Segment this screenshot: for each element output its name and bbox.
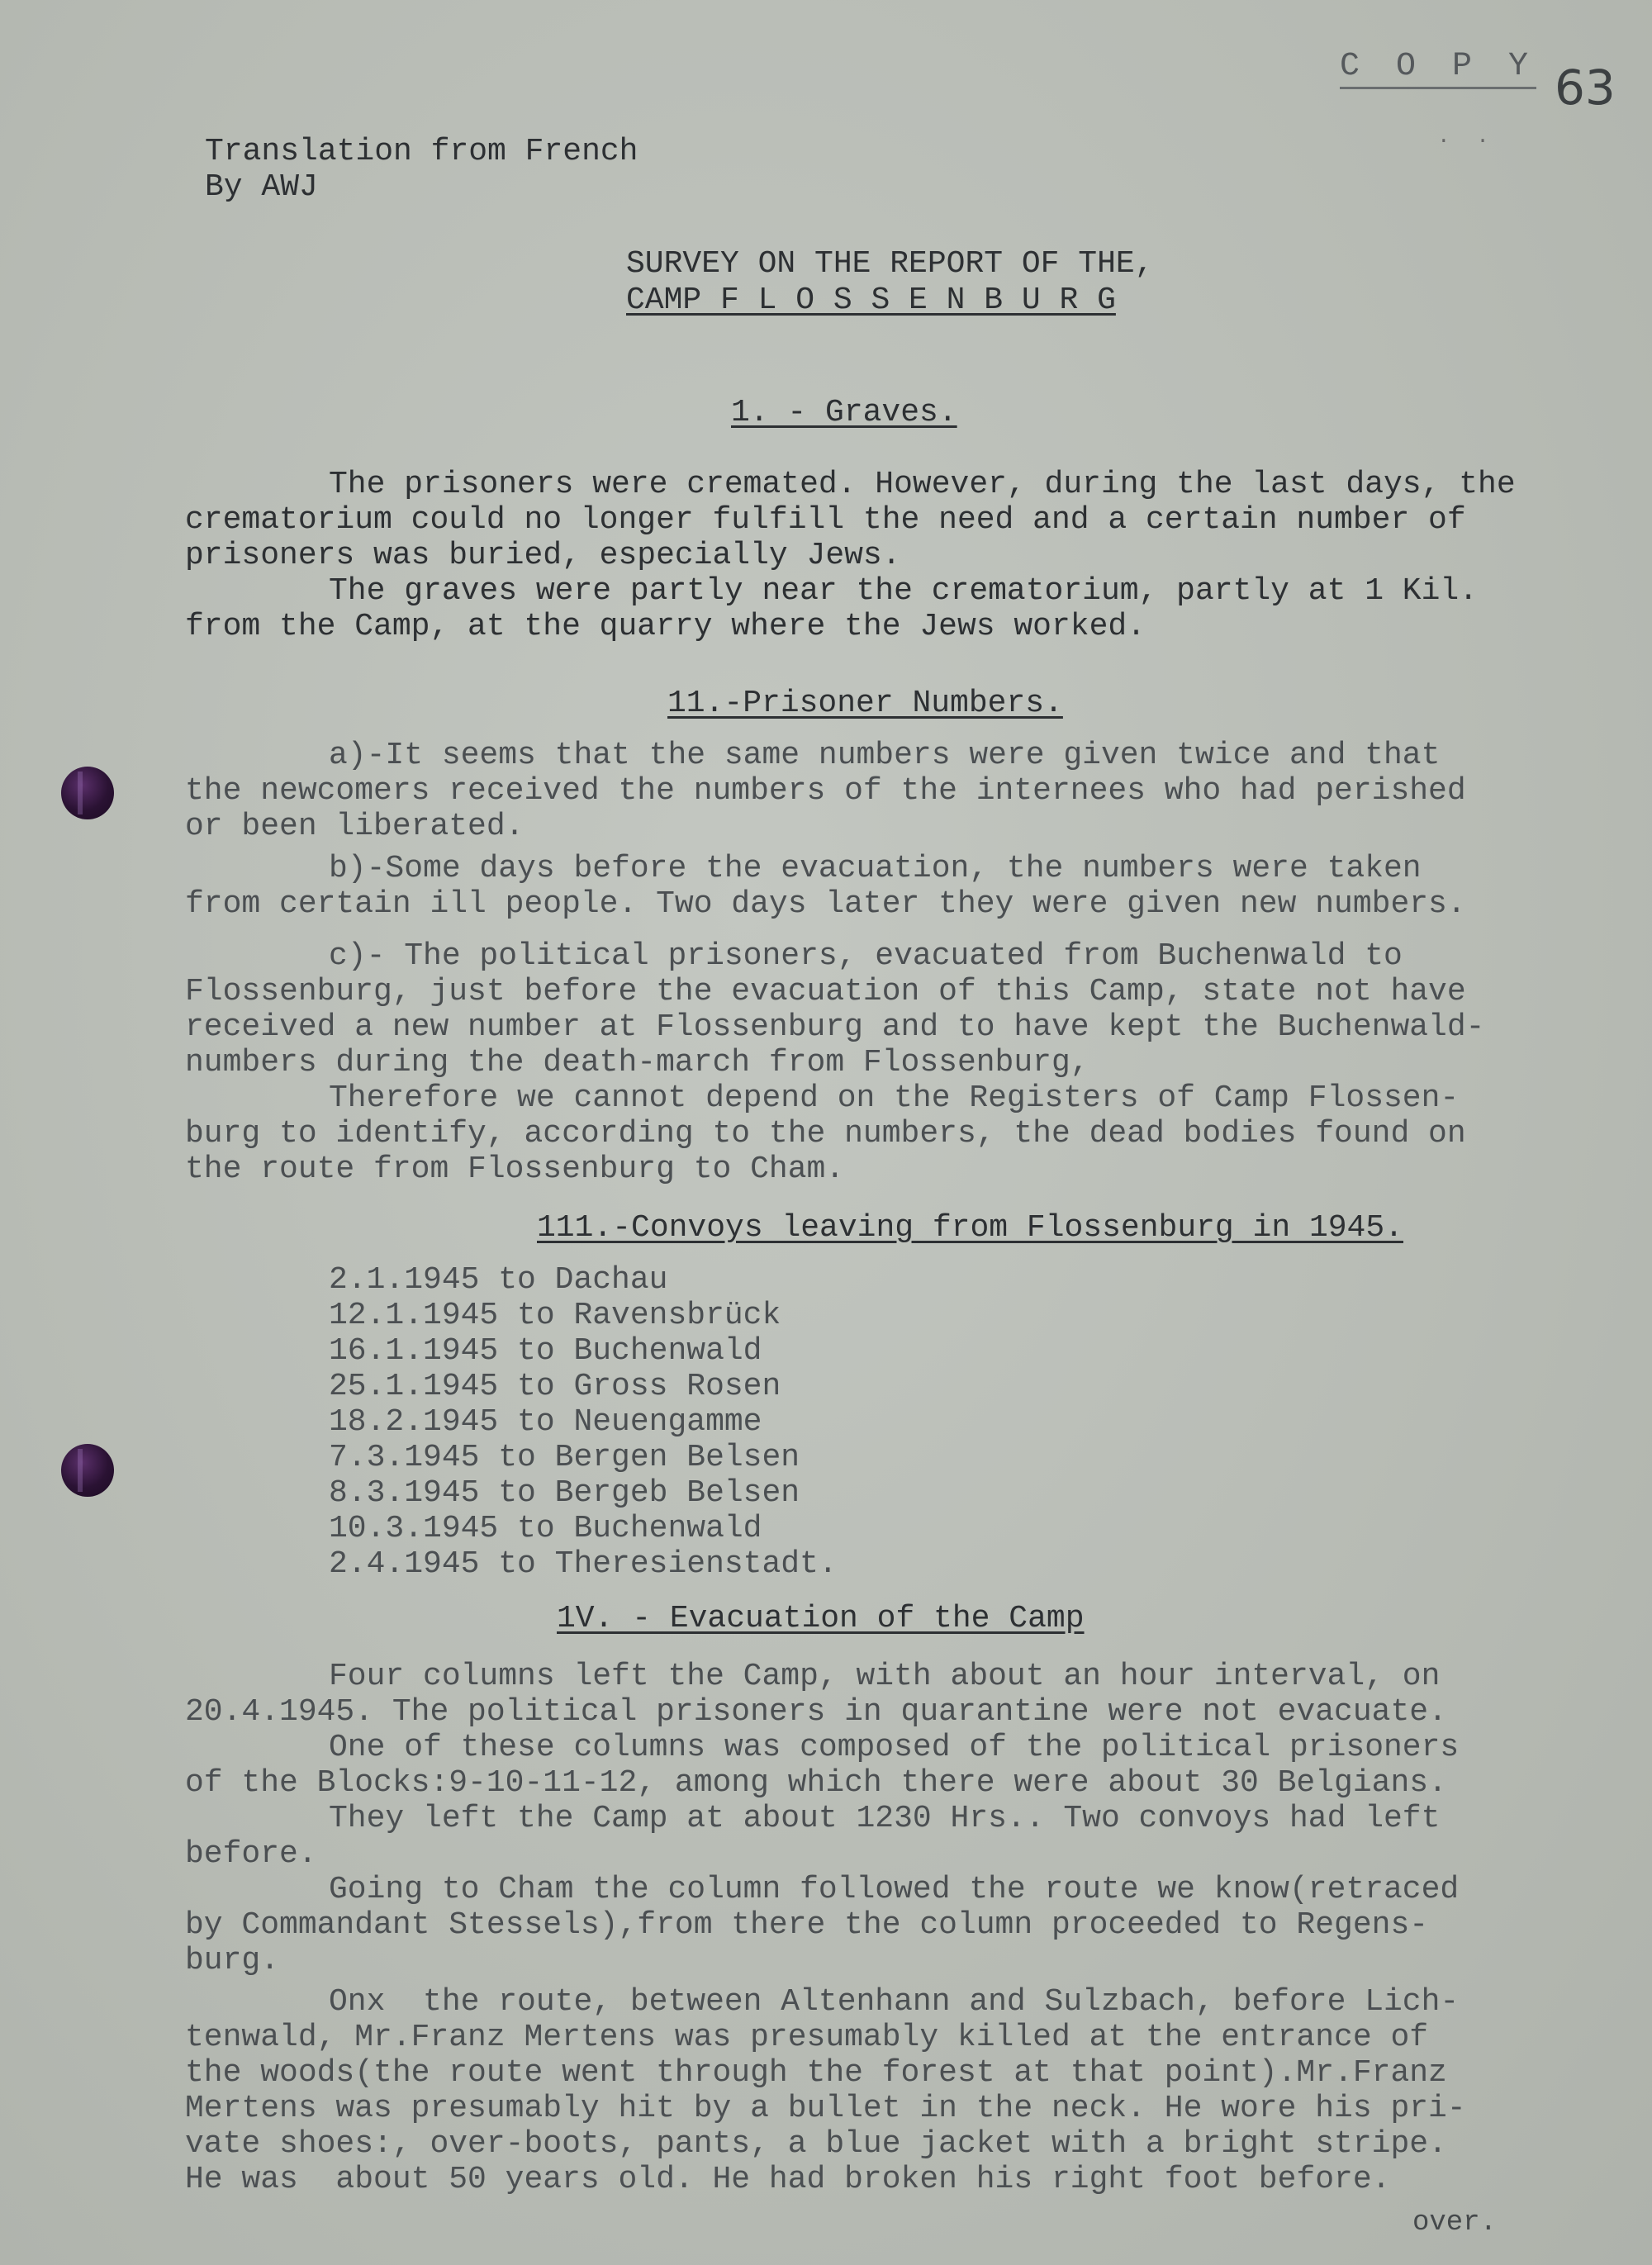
evacuation-line: Four columns left the Camp, with about an hour interval, on xyxy=(329,1659,1441,1694)
evacuation-line: Onx the route, between Altenhann and Sulzbach, before Lich- xyxy=(329,1984,1460,2020)
stamp-dots: . . xyxy=(1437,124,1496,149)
convoy-item: 12.1.1945 to Ravensbrück xyxy=(329,1298,781,1333)
convoy-item: 2.4.1945 to Theresienstadt. xyxy=(329,1546,838,1582)
numbers-line: the newcomers received the numbers of the internees who had perished xyxy=(185,773,1466,809)
evacuation-line: burg. xyxy=(185,1943,280,1978)
section-convoys-heading: 111.-Convoys leaving from Flossenburg in 1945. xyxy=(537,1210,1403,1246)
graves-line: The graves were partly near the crematorium, partly at 1 Kil. xyxy=(329,573,1479,609)
convoy-item: 2.1.1945 to Dachau xyxy=(329,1262,668,1298)
section-graves-heading: 1. - Graves. xyxy=(731,395,957,430)
translation-note: Translation from French xyxy=(205,134,638,169)
convoy-item: 10.3.1945 to Buchenwald xyxy=(329,1511,762,1546)
convoy-item: 7.3.1945 to Bergen Belsen xyxy=(329,1440,800,1475)
title-line-1: SURVEY ON THE REPORT OF THE, xyxy=(626,246,1154,282)
numbers-line: numbers during the death-march from Flossenburg, xyxy=(185,1045,1089,1080)
numbers-line: Flossenburg, just before the evacuation of this Camp, state not have xyxy=(185,974,1466,1009)
evacuation-line: by Commandant Stessels),from there the column proceeded to Regens- xyxy=(185,1907,1429,1943)
convoy-item: 18.2.1945 to Neuengamme xyxy=(329,1404,762,1440)
continued-mark: over. xyxy=(1412,2207,1498,2239)
evacuation-line: Going to Cham the column followed the route we know(retraced xyxy=(329,1872,1460,1907)
section-evacuation-heading: 1V. - Evacuation of the Camp xyxy=(557,1601,1085,1636)
evacuation-line: vate shoes:, over-boots, pants, a blue jacket with a bright stripe. xyxy=(185,2126,1447,2162)
evacuation-line: the woods(the route went through the forest at that point).Mr.Franz xyxy=(185,2055,1447,2091)
graves-line: crematorium could no longer fulfill the need and a certain number of xyxy=(185,502,1466,538)
convoy-item: 25.1.1945 to Gross Rosen xyxy=(329,1369,781,1404)
evacuation-line: tenwald, Mr.Franz Mertens was presumably killed at the entrance of xyxy=(185,2020,1429,2055)
graves-line: The prisoners were cremated. However, during the last days, the xyxy=(329,467,1516,502)
numbers-line: burg to identify, according to the numbers, the dead bodies found on xyxy=(185,1116,1466,1151)
numbers-line: received a new number at Flossenburg and to have kept the Buchenwald- xyxy=(185,1009,1485,1045)
numbers-line: or been liberated. xyxy=(185,809,525,844)
evacuation-line: before. xyxy=(185,1836,317,1872)
numbers-line: Therefore we cannot depend on the Registers of Camp Flossen- xyxy=(329,1080,1460,1116)
evacuation-line: of the Blocks:9-10-11-12, among which there were about 30 Belgians. xyxy=(185,1765,1447,1801)
evacuation-line: They left the Camp at about 1230 Hrs.. Two convoys had left xyxy=(329,1801,1441,1836)
translator-note: By AWJ xyxy=(205,169,318,205)
evacuation-line: He was about 50 years old. He had broken his right foot before. xyxy=(185,2162,1391,2197)
numbers-line: b)-Some days before the evacuation, the numbers were taken xyxy=(329,851,1422,886)
convoy-item: 16.1.1945 to Buchenwald xyxy=(329,1333,762,1369)
numbers-line: a)-It seems that the same numbers were given twice and that xyxy=(329,738,1441,773)
numbers-line: the route from Flossenburg to Cham. xyxy=(185,1151,845,1187)
numbers-line: c)- The political prisoners, evacuated from Buchenwald to xyxy=(329,938,1403,974)
copy-stamp: C O P Y xyxy=(1340,48,1536,89)
evacuation-line: 20.4.1945. The political prisoners in quarantine were not evacuate. xyxy=(185,1694,1447,1730)
evacuation-line: One of these columns was composed of the political prisoners xyxy=(329,1730,1460,1765)
graves-line: from the Camp, at the quarry where the Jews worked. xyxy=(185,609,1146,644)
page-number: 63 xyxy=(1555,59,1616,116)
section-numbers-heading: 11.-Prisoner Numbers. xyxy=(667,686,1063,721)
evacuation-line: Mertens was presumably hit by a bullet in the neck. He wore his pri- xyxy=(185,2091,1466,2126)
numbers-line: from certain ill people. Two days later they were given new numbers. xyxy=(185,886,1466,922)
graves-line: prisoners was buried, especially Jews. xyxy=(185,538,901,573)
title-line-2: CAMP F L O S S E N B U R G xyxy=(626,283,1116,318)
convoy-item: 8.3.1945 to Bergeb Belsen xyxy=(329,1475,800,1511)
